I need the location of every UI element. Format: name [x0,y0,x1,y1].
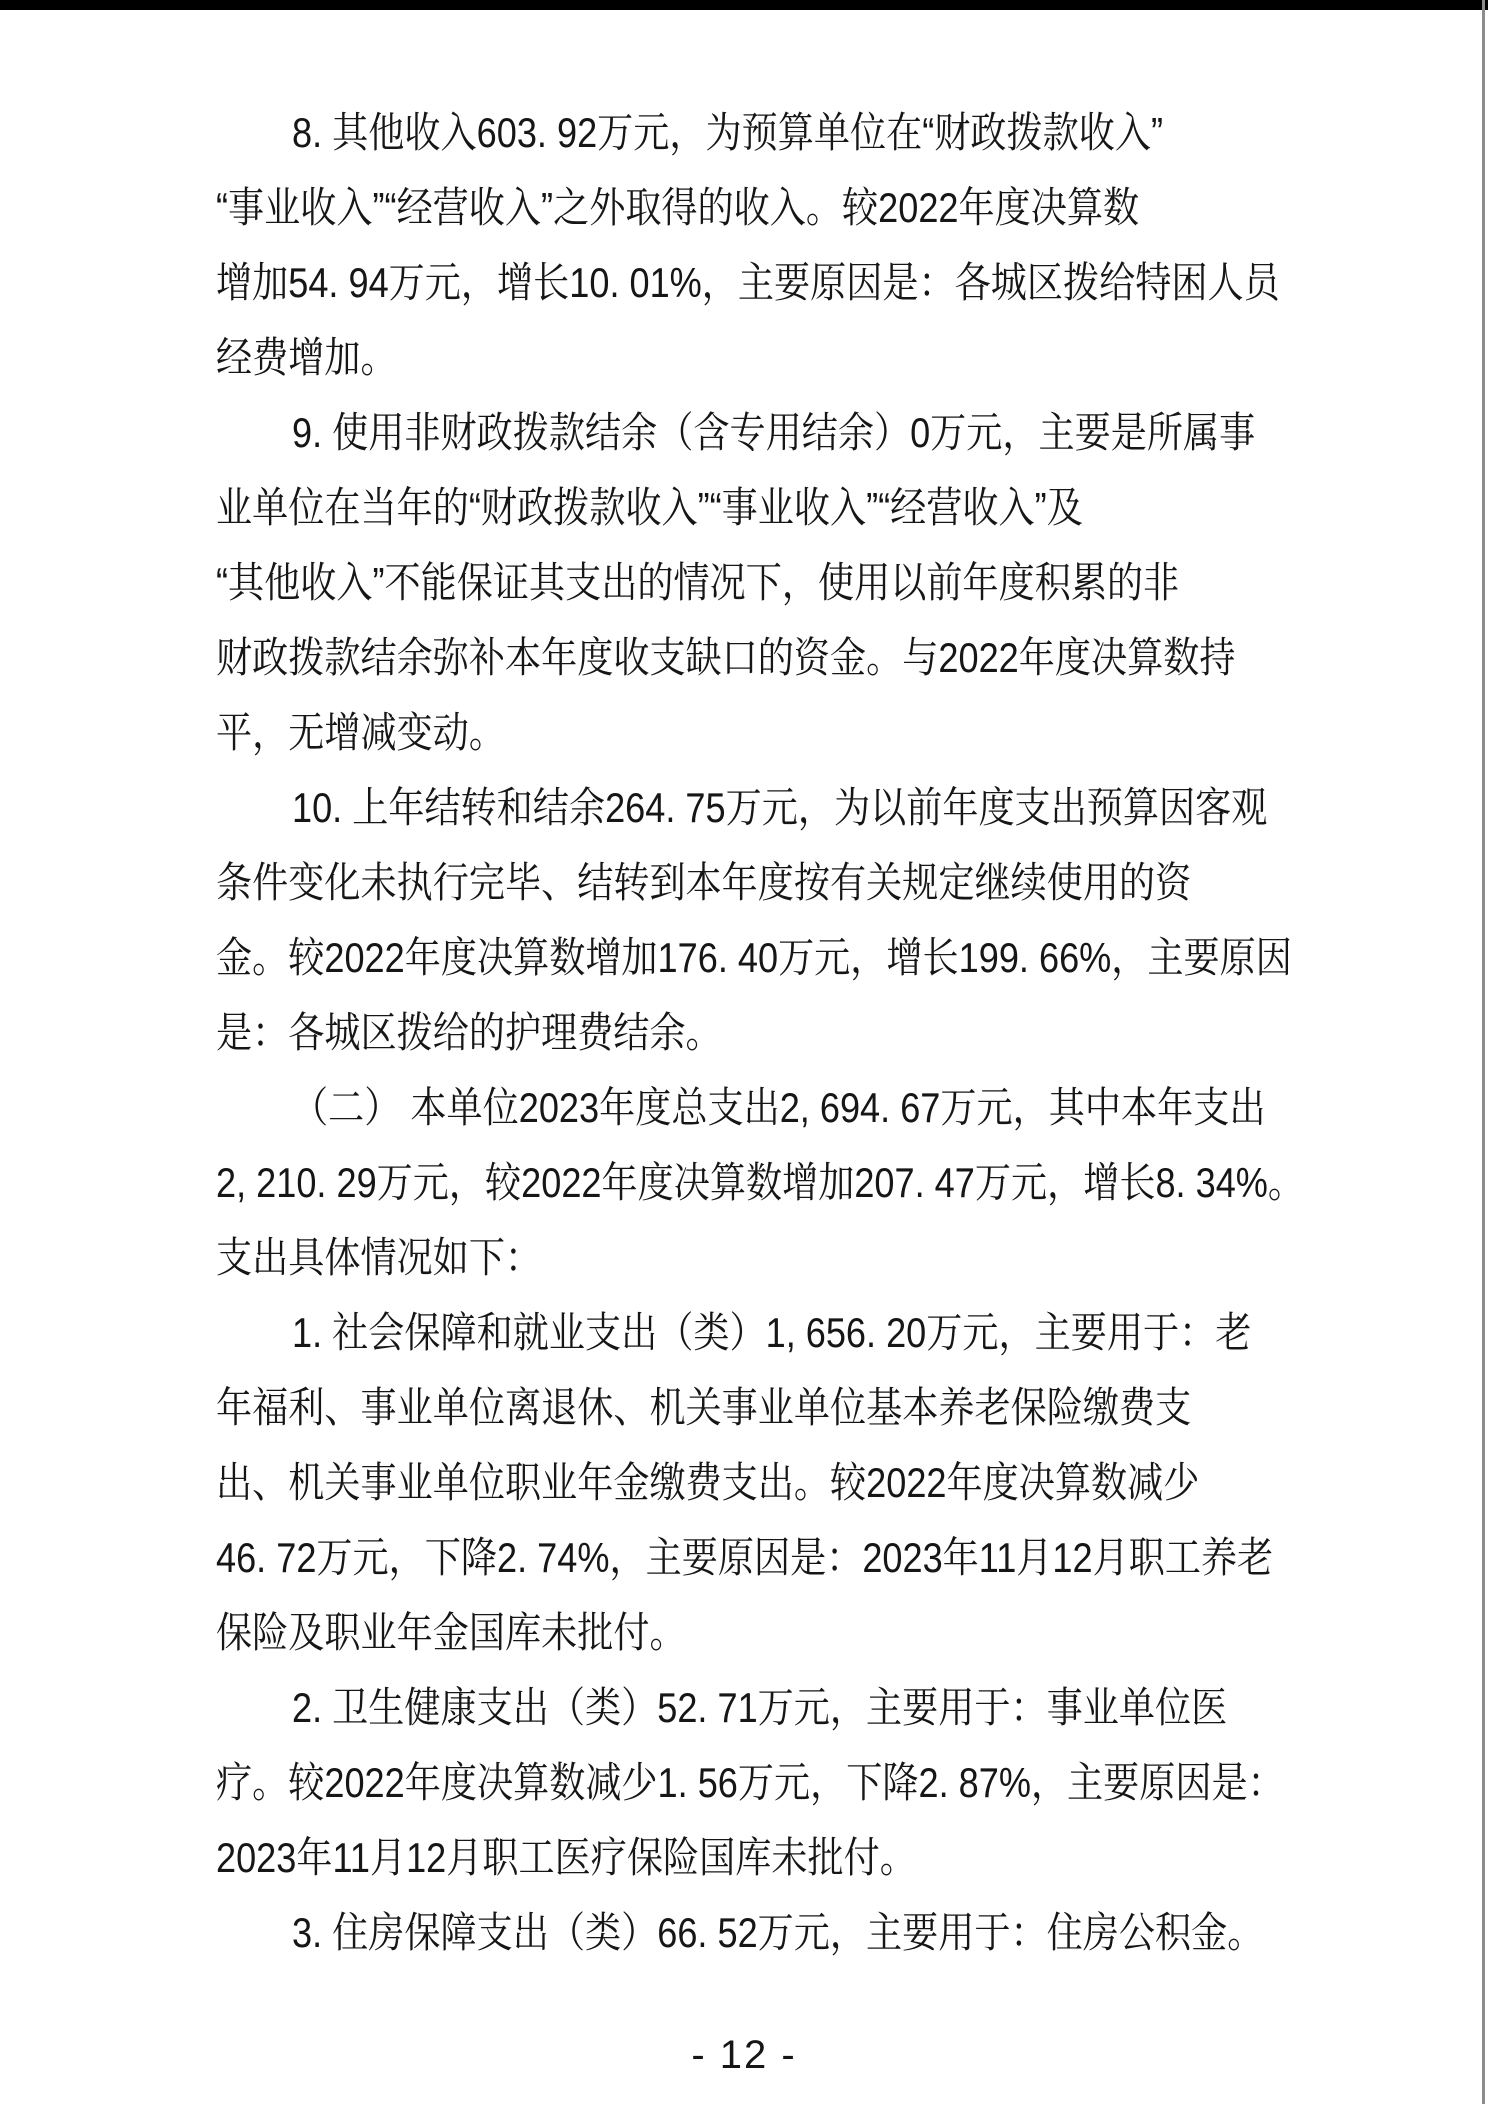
text-line: 支出具体情况如下： [216,1234,542,1281]
page-number: - 12 - [691,2033,797,2077]
text-line: “其他收入”不能保证其支出的情况下，使用以前年度积累的非 [216,559,1180,606]
text-line: “事业收入”“经营收入”之外取得的收入。较2022年度决算数 [216,184,1140,231]
text-line: 金。较2022年度决算数增加176. 40万元，增长199. 66%，主要原因 [216,934,1292,981]
text-line: 疗。较2022年度决算数减少1. 56万元，下降2. 87%，主要原因是： [216,1759,1284,1806]
text-line: 10. 上年结转和结余264. 75万元，为以前年度支出预算因客观 [292,784,1268,831]
text-line: 出、机关事业单位职业年金缴费支出。较2022年度决算数减少 [216,1459,1200,1506]
text-line: 经费增加。 [216,334,397,381]
text-line: 2, 210. 29万元，较2022年度决算数增加207. 47万元，增长8. 34%。 [216,1159,1305,1206]
scan-artifact-right-edge [1482,0,1485,2104]
text-line: 2023年11月12月职工医疗保险国库未批付。 [216,1834,916,1881]
text-line: （二） 本单位2023年度总支出2, 694. 67万元，其中本年支出 [292,1084,1266,1131]
text-line: 2. 卫生健康支出（类）52. 71万元，主要用于：事业单位医 [292,1684,1228,1731]
text-line: 业单位在当年的“财政拨款收入”“事业收入”“经营收入”及 [216,484,1083,531]
text-line: 3. 住房保障支出（类）66. 52万元，主要用于：住房公积金。 [292,1909,1264,1956]
text-line: 保险及职业年金国库未批付。 [216,1609,686,1656]
body-text [216,95,1416,1970]
text-line: 1. 社会保障和就业支出（类）1, 656. 20万元，主要用于：老 [292,1309,1252,1356]
text-line: 平，无增减变动。 [216,709,505,756]
text-line: 年福利、事业单位离退休、机关事业单位基本养老保险缴费支 [216,1384,1192,1431]
text-line: 条件变化未执行完毕、结转到本年度按有关规定继续使用的资 [216,859,1192,906]
scan-artifact-top-edge [0,0,1488,10]
text-line: 8. 其他收入603. 92万元，为预算单位在“财政拨款收入” [292,109,1164,156]
text-line: 46. 72万元，下降2. 74%，主要原因是：2023年11月12月职工养老 [216,1534,1274,1581]
text-line: 增加54. 94万元，增长10. 01%，主要原因是：各城区拨给特困人员 [216,259,1280,306]
text-line: 财政拨款结余弥补本年度收支缺口的资金。与2022年度决算数持 [216,634,1236,681]
text-line: 是：各城区拨给的护理费结余。 [216,1009,722,1056]
text-line: 9. 使用非财政拨款结余（含专用结余）0万元，主要是所属事 [292,409,1256,456]
